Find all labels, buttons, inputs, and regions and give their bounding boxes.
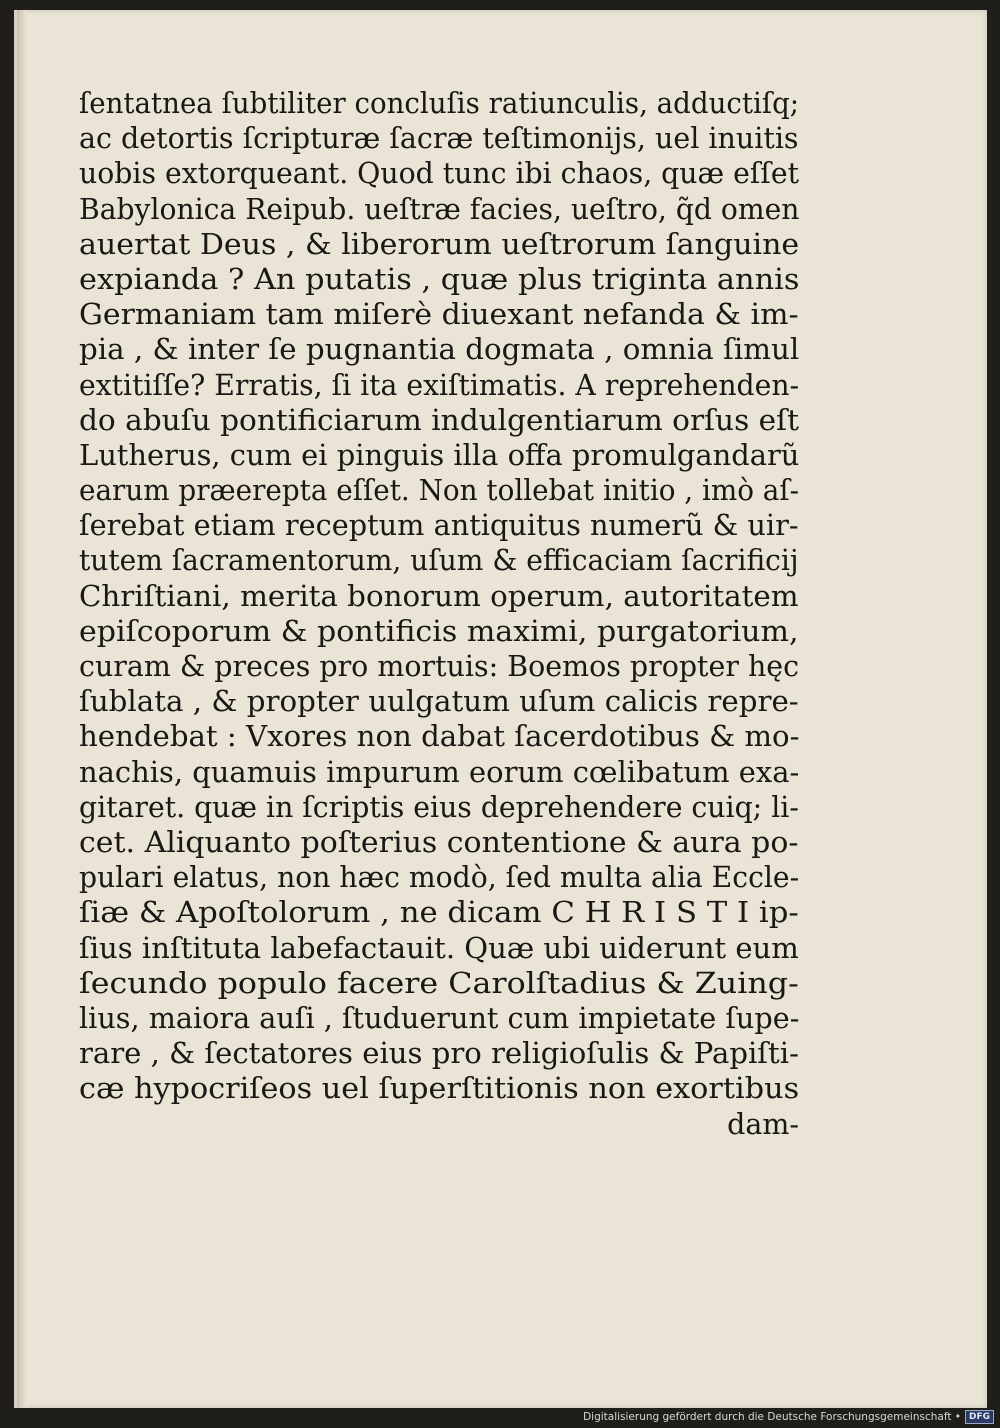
text-line: hendebat : Vxores non dabat ſacerdotibus & mo- [79, 720, 800, 754]
text-line: ſublata , & propter uulgatum uſum calicis repre- [79, 685, 799, 719]
text-line: do abuſu pontificiarum indulgentiarum orſus eſt [79, 403, 800, 437]
page-text-block [79, 86, 799, 1106]
book-page [14, 10, 987, 1408]
text-line: curam & preces pro mortuis: Boemos propter hęc [79, 650, 800, 683]
text-line: ſiæ & Apoſtolorum , ne dicam C H R I S T I ip- [79, 896, 799, 930]
page-gutter [17, 10, 27, 1408]
digitization-credit [583, 1409, 994, 1425]
text-line: cet. Aliquanto poſterius contentione & aura po- [79, 825, 799, 859]
dfg-logo: DFG [965, 1410, 994, 1424]
text-line: Chriſtiani, merita bonorum operum, autoritatem [79, 579, 799, 613]
text-line: expianda ? An putatis , quæ plus triginta annis [79, 262, 800, 296]
catchword: dam- [727, 1108, 799, 1141]
text-line: ſecundo populo facere Carolſtadius & Zuing- [79, 966, 799, 1000]
text-line: Germaniam tam miſerè diuexant nefanda & im- [79, 298, 799, 332]
text-line: ac detortis ſcripturæ ſacræ teſtimonijs, uel inuitis [79, 122, 799, 156]
text-line: pulari elatus, non hæc modò, ſed multa alia Eccle- [79, 861, 800, 895]
text-line: lius, maiora auſi , ſtuduerunt cum impietate ſupe- [79, 1001, 800, 1035]
text-line: cæ hypocriſeos uel ſuperſtitionis non exortibus [79, 1072, 800, 1106]
text-line: rare , & ſectatores eius pro religioſulis & Papiſti- [79, 1037, 799, 1071]
text-line: uobis extorqueant. Quod tunc ibi chaos, quæ eſſet [79, 157, 799, 191]
text-line: nachis, quamuis impurum eorum cœlibatum exa- [79, 755, 800, 789]
text-line: ſentatnea ſubtiliter concluſis ratiunculis, adductiſq; [79, 87, 800, 120]
text-line: ſerebat etiam receptum antiquitus numerũ & uir- [79, 509, 799, 543]
credit-text: Digitalisierung gefördert durch die Deutsche Forschungsgemeinschaft • [583, 1411, 961, 1423]
text-line: ſius inſtituta labefactauit. Quæ ubi uiderunt eum [79, 931, 799, 965]
text-line: extitiſſe? Erratis, ſi ita exiſtimatis. A reprehenden- [79, 368, 800, 402]
text-line: Babylonica Reipub. ueſtræ facies, ueſtro, q̃d omen [79, 192, 800, 226]
text-line: auertat Deus , & liberorum ueſtrorum ſanguine [79, 227, 800, 261]
text-line: earum præerepta eſſet. Non tollebat initio , imò aſ- [79, 474, 800, 508]
text-line: epiſcoporum & pontificis maximi, purgatorium, [79, 614, 799, 648]
text-line: tutem ſacramentorum, uſum & efficaciam ſacrificij [79, 544, 799, 578]
text-line: gitaret. quæ in ſcriptis eius deprehendere cuiq; li- [79, 790, 799, 824]
text-line: pia , & inter ſe pugnantia dogmata , omnia ſimul [79, 333, 800, 367]
text-line: Lutherus, cum ei pinguis illa offa promulgandarũ [79, 438, 800, 472]
